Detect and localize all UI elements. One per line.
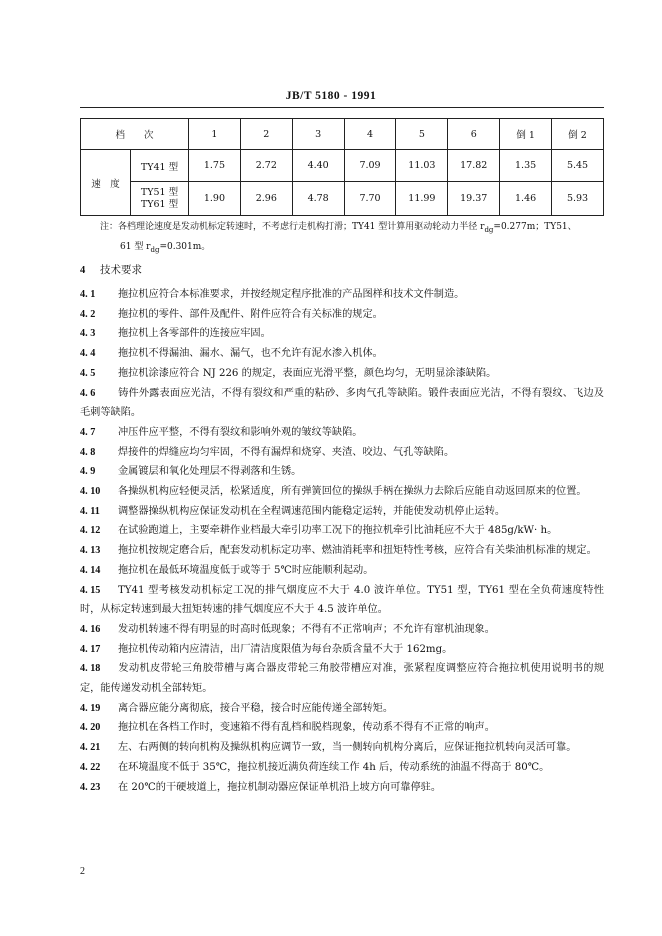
item-text: 拖拉机不得漏油、漏水、漏气，也不允许有泥水渗入机体。 <box>118 348 383 360</box>
table-cell: 5.93 <box>552 182 604 216</box>
item-text: 发动机转速不得有明显的时高时低现象；不得有不正常响声；不允许有窜机油现象。 <box>118 623 495 635</box>
standard-code-header: JB/T 5180 - 1991 <box>285 90 377 102</box>
item-number: 4. 20 <box>80 722 101 734</box>
list-item <box>80 285 604 305</box>
item-text: 拖拉机传动箱内应清洁，出厂清洁度限值为每台杂质含量不大于 162mg。 <box>118 643 453 655</box>
list-item <box>80 364 604 384</box>
table-row <box>81 182 604 216</box>
item-number: 4. 4 <box>80 348 96 360</box>
item-number: 4. 12 <box>80 525 101 537</box>
page-number: 2 <box>80 866 85 877</box>
item-number: 4. 14 <box>80 564 101 576</box>
item-text: 离合器应能分离彻底，接合平稳，接合时应能传递全部转矩。 <box>118 702 394 714</box>
item-number: 4. 3 <box>80 328 96 340</box>
item-text: 发动机皮带轮三角胶带槽与离合器皮带轮三角胶带槽应对准，张紧程度调整应符合拖拉机使用说明书的规定，能传递发动机全部转矩。 <box>80 663 604 695</box>
list-item <box>80 462 604 482</box>
table-cell: 2.72 <box>240 150 292 182</box>
item-number: 4. 13 <box>80 545 101 557</box>
item-text: 拖拉机涂漆应符合 NJ 226 的规定，表面应光滑平整，颜色均匀，无明显涂漆缺陷。 <box>118 367 497 379</box>
item-number: 4. 9 <box>80 466 96 478</box>
list-item <box>80 718 604 738</box>
list-item <box>80 482 604 502</box>
model-line: TY61 型 <box>140 198 179 210</box>
item-number: 4. 22 <box>80 761 101 773</box>
section-number: 4 <box>80 265 86 276</box>
item-text: 调整器操纵机构应保证发动机在全程调速范围内能稳定运转，并能使发动机停止运转。 <box>118 505 506 517</box>
table-cell: 2.96 <box>240 182 292 216</box>
item-number: 4. 1 <box>80 289 96 300</box>
item-number: 4. 17 <box>80 643 101 655</box>
list-item <box>80 778 604 798</box>
section-title: 技术要求 <box>100 264 142 276</box>
note-text: =0.301m。 <box>159 242 211 252</box>
list-item <box>80 620 604 640</box>
item-text: 金属镀层和氧化处理层不得剥落和生锈。 <box>118 466 302 478</box>
list-item <box>80 521 604 541</box>
list-item <box>80 384 604 423</box>
list-item <box>80 659 604 698</box>
list-item <box>80 699 604 719</box>
item-text: 焊接件的焊缝应均匀牢固，不得有漏焊和烧穿、夹渣、咬边、气孔等缺陷。 <box>118 446 455 458</box>
table-note-line2 <box>120 241 630 256</box>
table-head-cell: 倒 2 <box>552 119 604 150</box>
table-cell: 19.37 <box>448 182 500 216</box>
list-item <box>80 324 604 344</box>
item-number: 4. 6 <box>80 387 96 399</box>
note-subscript: dg <box>150 245 160 254</box>
note-text: 61 型 r <box>120 242 151 252</box>
item-text: 在 20℃的干硬坡道上，拖拉机制动器应保证单机沿上坡方向可靠停驻。 <box>118 781 442 793</box>
list-item <box>80 305 604 325</box>
item-text: 铸件外露表面应光洁，不得有裂纹和严重的粘砂、多肉气孔等缺陷。锻件表面应光洁，不得有裂纹、飞边及毛刺等缺陷。 <box>80 387 604 419</box>
table-cell: 7.09 <box>344 150 396 182</box>
table-cell: 1.90 <box>189 182 241 216</box>
list-item <box>80 541 604 561</box>
list-item <box>80 738 604 758</box>
item-text: 在环境温度不低于 35℃，拖拉机接近满负荷连续工作 4h 后，传动系统的油温不得高于 80℃。 <box>118 761 550 773</box>
requirements-list <box>80 285 604 797</box>
table-head-gear: 档 次 <box>81 119 189 150</box>
item-number: 4. 8 <box>80 446 96 458</box>
model-line: TY51 型 <box>140 186 179 198</box>
table-head-cell: 3 <box>292 119 344 150</box>
item-text: 拖拉机按规定磨合后，配套发动机标定功率、燃油消耗率和扭矩特性考核，应符合有关柴油机标准的规定。 <box>118 545 597 557</box>
item-text: 在试验跑道上，主要牵耕作业档最大牵引功率工况下的拖拉机牵引比油耗应不大于 485g/kW· h。 <box>118 525 558 537</box>
item-number: 4. 15 <box>80 584 101 596</box>
table-cell: 7.70 <box>344 182 396 216</box>
item-number: 4. 16 <box>80 623 101 635</box>
list-item <box>80 443 604 463</box>
list-item <box>80 502 604 522</box>
list-item <box>80 640 604 660</box>
item-text: 左、右两侧的转向机构及操纵机构应调节一致，当一侧转向机构分离后，应保证拖拉机转向灵活可靠。 <box>118 742 577 754</box>
model-label: TY41 型 <box>131 150 189 182</box>
table-head-cell: 1 <box>189 119 241 150</box>
table-head-cell: 5 <box>396 119 448 150</box>
list-item <box>80 581 604 620</box>
list-item <box>80 423 604 443</box>
item-number: 4. 23 <box>80 781 101 793</box>
item-text: 冲压件应平整，不得有裂纹和影响外观的皱纹等缺陷。 <box>118 426 363 438</box>
table-head-cell: 4 <box>344 119 396 150</box>
item-number: 4. 10 <box>80 486 101 498</box>
table-cell: 4.40 <box>292 150 344 182</box>
item-text: 拖拉机上各零部件的连接应牢固。 <box>118 328 271 340</box>
model-label <box>131 182 189 216</box>
item-number: 4. 5 <box>80 367 96 379</box>
item-number: 4. 19 <box>80 702 101 714</box>
item-number: 4. 7 <box>80 426 96 438</box>
header-rule <box>80 107 604 108</box>
item-number: 4. 18 <box>80 663 101 675</box>
item-text: TY41 型考核发动机标定工况的排气烟度应不大于 4.0 波许单位。TY51 型，TY61 型在全负荷速度特性时，从标定转速到最大扭矩转速的排气烟度应不大于 4.5 波许单位。 <box>80 584 604 616</box>
table-cell: 17.82 <box>448 150 500 182</box>
item-text: 拖拉机应符合本标准要求，并按经规定程序批准的产品图样和技术文件制造。 <box>118 289 465 300</box>
table-cell: 1.75 <box>189 150 241 182</box>
table-cell: 1.35 <box>500 150 552 182</box>
list-item <box>80 561 604 581</box>
table-header-row <box>81 119 604 150</box>
item-text: 拖拉机在最低环境温度低于或等于 5℃时应能顺利起动。 <box>118 564 374 576</box>
table-cell: 4.78 <box>292 182 344 216</box>
item-text: 各操纵机构应轻便灵活，松紧适度，所有弹簧回位的操纵手柄在操纵力去除后应能自动返回原来的位置。 <box>118 486 587 498</box>
item-text: 拖拉机的零件、部件及配件、附件应符合有关标准的规定。 <box>118 308 383 320</box>
gear-speed-table <box>80 118 604 216</box>
list-item <box>80 344 604 364</box>
note-text: =0.277m；TY51、 <box>493 222 577 232</box>
table-row <box>81 150 604 182</box>
table-note-line1 <box>100 221 610 236</box>
item-text: 拖拉机在各档工作时，变速箱不得有乱档和脱档现象，传动系不得有不正常的响声。 <box>118 722 495 734</box>
table-cell: 11.99 <box>396 182 448 216</box>
note-subscript: dg <box>484 225 494 234</box>
speed-group-label: 速 度 <box>81 150 131 216</box>
table-cell: 11.03 <box>396 150 448 182</box>
list-item <box>80 758 604 778</box>
item-number: 4. 2 <box>80 308 96 320</box>
table-head-cell: 倒 1 <box>500 119 552 150</box>
table-head-cell: 6 <box>448 119 500 150</box>
item-number: 4. 11 <box>80 505 100 517</box>
note-text: 注：各档理论速度是发动机标定转速时，不考虑行走机构打滑；TY41 型计算用驱动轮动力半径 r <box>100 222 485 232</box>
item-number: 4. 21 <box>80 742 101 754</box>
table-cell: 1.46 <box>500 182 552 216</box>
section-heading <box>80 262 142 277</box>
table-cell: 5.45 <box>552 150 604 182</box>
table-head-cell: 2 <box>240 119 292 150</box>
